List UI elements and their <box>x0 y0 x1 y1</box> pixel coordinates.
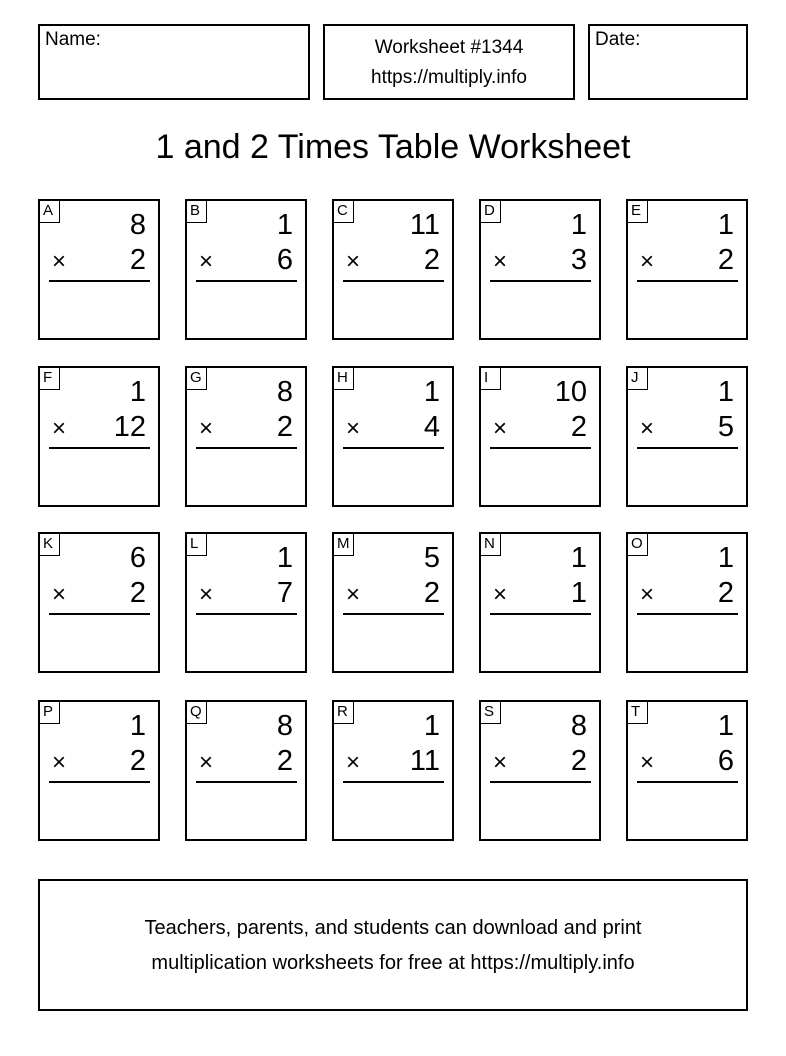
multiply-sign: × <box>199 248 214 275</box>
problem-card <box>38 700 160 841</box>
multiply-sign: × <box>640 415 655 442</box>
multiplier: 2 <box>423 244 440 276</box>
multiplicand: 1 <box>423 376 440 408</box>
multiplicand: 1 <box>717 542 734 574</box>
problem-label: N <box>481 534 501 556</box>
problem-label: C <box>334 201 354 223</box>
problem-label: Q <box>187 702 207 724</box>
problem-label: M <box>334 534 354 556</box>
problem-label: G <box>187 368 207 390</box>
multiplier: 4 <box>423 411 440 443</box>
multiplicand: 8 <box>129 209 146 241</box>
multiply-sign: × <box>493 415 508 442</box>
problem-card <box>479 366 601 507</box>
multiplicand: 5 <box>423 542 440 574</box>
multiplicand: 1 <box>129 710 146 742</box>
multiplicand: 1 <box>276 542 293 574</box>
problem-card <box>185 700 307 841</box>
answer-line <box>196 781 297 783</box>
multiplier: 11 <box>409 745 440 777</box>
problem-card <box>185 532 307 673</box>
multiplier: 2 <box>717 244 734 276</box>
answer-line <box>196 613 297 615</box>
answer-line <box>490 447 591 449</box>
name-label: Name: <box>45 29 101 50</box>
multiplier: 2 <box>717 577 734 609</box>
multiplicand: 1 <box>423 710 440 742</box>
multiplicand: 1 <box>276 209 293 241</box>
problem-card <box>332 700 454 841</box>
problem-card <box>479 532 601 673</box>
answer-line <box>637 280 738 282</box>
multiplicand: 1 <box>129 376 146 408</box>
problem-label: O <box>628 534 648 556</box>
problem-card <box>626 199 748 340</box>
answer-line <box>343 613 444 615</box>
problem-card <box>479 199 601 340</box>
multiply-sign: × <box>346 581 361 608</box>
multiply-sign: × <box>199 415 214 442</box>
date-field-box[interactable] <box>588 24 748 100</box>
problem-label: B <box>187 201 207 223</box>
answer-line <box>49 613 150 615</box>
multiplicand: 8 <box>276 710 293 742</box>
multiply-sign: × <box>493 248 508 275</box>
problem-card <box>332 532 454 673</box>
multiplicand: 10 <box>554 376 587 408</box>
problem-label: A <box>40 201 60 223</box>
multiplicand: 1 <box>717 710 734 742</box>
answer-line <box>196 447 297 449</box>
multiply-sign: × <box>346 415 361 442</box>
multiplier: 2 <box>570 745 587 777</box>
footer-line-1: Teachers, parents, and students can download and print <box>144 917 642 939</box>
multiply-sign: × <box>52 248 67 275</box>
multiplier: 6 <box>276 244 293 276</box>
multiply-sign: × <box>199 749 214 776</box>
multiply-sign: × <box>52 415 67 442</box>
problem-card <box>38 366 160 507</box>
multiplicand: 1 <box>570 542 587 574</box>
multiply-sign: × <box>199 581 214 608</box>
answer-line <box>490 781 591 783</box>
name-field-box[interactable] <box>38 24 310 100</box>
answer-line <box>490 280 591 282</box>
multiplier: 2 <box>129 244 146 276</box>
multiplier: 12 <box>113 411 146 443</box>
footer-line-2: multiplication worksheets for free at https://multiply.info <box>151 952 635 974</box>
problem-label: J <box>628 368 648 390</box>
problem-label: R <box>334 702 354 724</box>
worksheet-number: Worksheet #1344 <box>374 37 524 58</box>
problem-card <box>185 199 307 340</box>
problem-label: P <box>40 702 60 724</box>
multiplier: 2 <box>129 745 146 777</box>
multiply-sign: × <box>52 581 67 608</box>
multiply-sign: × <box>640 749 655 776</box>
multiplicand: 11 <box>409 209 440 241</box>
multiplier: 3 <box>570 244 587 276</box>
problem-card <box>38 532 160 673</box>
problem-label: D <box>481 201 501 223</box>
multiply-sign: × <box>640 581 655 608</box>
footer-box <box>38 879 748 1011</box>
answer-line <box>343 447 444 449</box>
multiplier: 2 <box>129 577 146 609</box>
multiplier: 7 <box>276 577 293 609</box>
multiply-sign: × <box>346 749 361 776</box>
problem-label: I <box>481 368 501 390</box>
answer-line <box>49 280 150 282</box>
date-label: Date: <box>595 29 641 50</box>
multiplicand: 8 <box>570 710 587 742</box>
multiplier: 1 <box>570 577 587 609</box>
problem-card <box>626 366 748 507</box>
problem-label: T <box>628 702 648 724</box>
problem-label: E <box>628 201 648 223</box>
problem-card <box>479 700 601 841</box>
multiplicand: 1 <box>717 376 734 408</box>
worksheet-url: https://multiply.info <box>371 67 527 88</box>
multiplier: 2 <box>276 745 293 777</box>
problem-card <box>38 199 160 340</box>
multiply-sign: × <box>52 749 67 776</box>
answer-line <box>637 613 738 615</box>
multiply-sign: × <box>640 248 655 275</box>
multiplier: 2 <box>570 411 587 443</box>
answer-line <box>196 280 297 282</box>
problem-label: S <box>481 702 501 724</box>
answer-line <box>490 613 591 615</box>
answer-line <box>637 447 738 449</box>
problem-label: H <box>334 368 354 390</box>
worksheet-info-box <box>323 24 575 100</box>
multiply-sign: × <box>346 248 361 275</box>
multiplicand: 1 <box>570 209 587 241</box>
multiply-sign: × <box>493 749 508 776</box>
problem-card <box>626 700 748 841</box>
problem-label: L <box>187 534 207 556</box>
answer-line <box>49 447 150 449</box>
multiplier: 2 <box>276 411 293 443</box>
answer-line <box>343 280 444 282</box>
multiplicand: 8 <box>276 376 293 408</box>
multiplier: 6 <box>717 745 734 777</box>
answer-line <box>49 781 150 783</box>
problem-label: F <box>40 368 60 390</box>
problem-card <box>332 366 454 507</box>
problem-card <box>332 199 454 340</box>
multiplicand: 6 <box>129 542 146 574</box>
multiplier: 5 <box>717 411 734 443</box>
problem-label: K <box>40 534 60 556</box>
problem-card <box>185 366 307 507</box>
multiply-sign: × <box>493 581 508 608</box>
page-title: 1 and 2 Times Table Worksheet <box>155 128 631 166</box>
answer-line <box>637 781 738 783</box>
multiplicand: 1 <box>717 209 734 241</box>
answer-line <box>343 781 444 783</box>
problem-card <box>626 532 748 673</box>
multiplier: 2 <box>423 577 440 609</box>
